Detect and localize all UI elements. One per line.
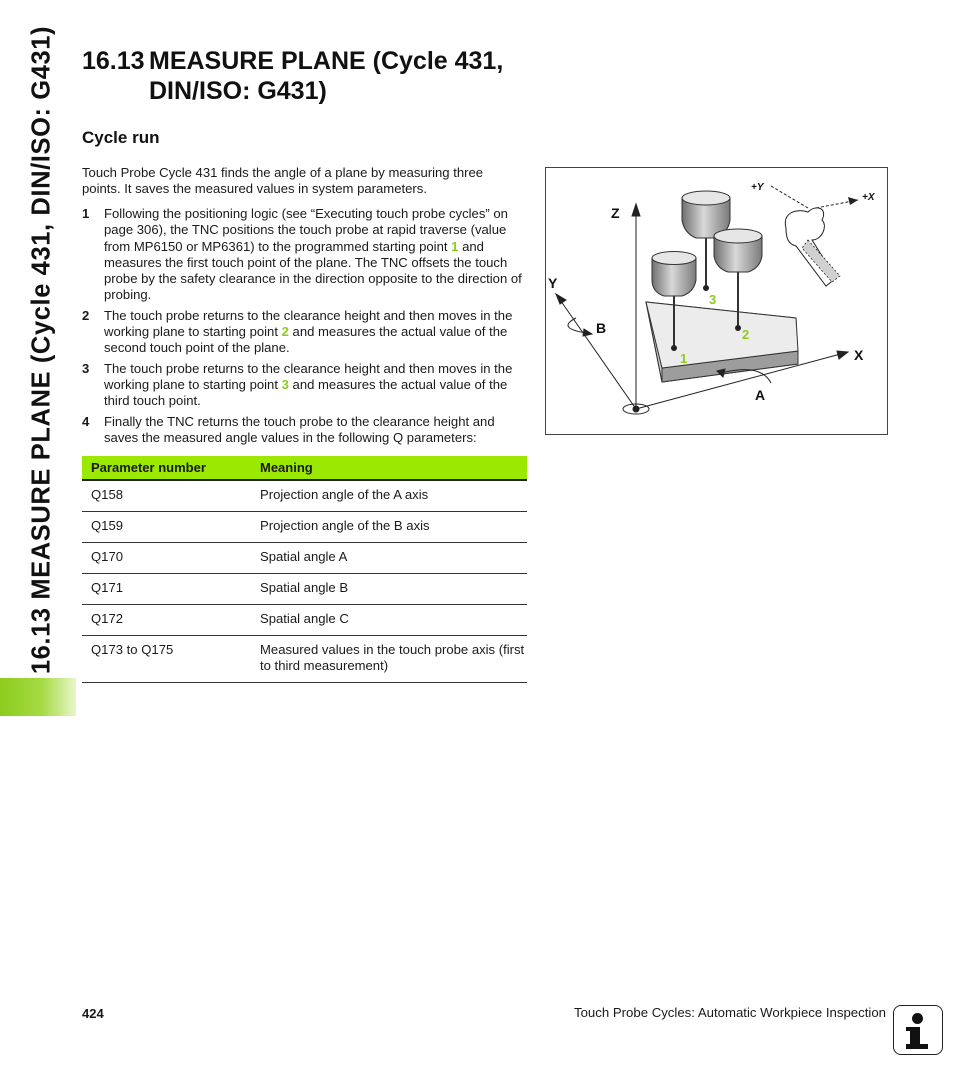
info-icon	[893, 1005, 943, 1055]
axis-label-x: X	[854, 347, 864, 363]
table-row	[82, 636, 527, 683]
step-number: 1	[82, 206, 90, 221]
parameter-cell: Q158	[82, 480, 251, 512]
right-hand-rule-icon	[771, 186, 858, 286]
step-text: Finally the TNC returns the touch probe to the clearance height and saves the measured angle values in the following Q parameters:	[104, 413, 495, 445]
axis-label-y: Y	[548, 275, 558, 291]
section-title-line1: MEASURE PLANE (Cycle 431,	[149, 47, 504, 75]
step-item	[82, 206, 524, 304]
table-row	[82, 574, 527, 605]
table-header-row	[82, 456, 527, 480]
step-text: and measures the actual value of the second touch point of the plane.	[104, 324, 508, 356]
page-number: 424	[82, 1006, 104, 1021]
step-text: The touch probe returns to the clearance height and then moves in the working plane to starting point	[104, 307, 513, 340]
touch-point-3: 3	[709, 292, 717, 307]
step-text: Following the positioning logic (see “Executing touch probe cycles” on page 306), the TNC positions the touch probe at rapid traverse (value from MP6150 or MP6361) to the programmed starting point	[104, 206, 508, 254]
axis-label-b: B	[596, 320, 607, 336]
section-number: 16.13	[82, 47, 145, 75]
direction-label-plus-y: +Y	[751, 182, 764, 193]
step-text: The touch probe returns to the clearance height and then moves in the working plane to starting point	[104, 360, 513, 392]
direction-label-plus-x: +X	[862, 192, 875, 203]
step-list	[82, 206, 524, 446]
table-row	[82, 512, 527, 543]
parameter-cell: Q173 to Q175	[82, 636, 251, 683]
info-icon-dot	[912, 1013, 923, 1024]
measure-plane-illustration	[545, 167, 888, 435]
step-text: and measures the actual value of the third touch point.	[104, 376, 508, 409]
footer-chapter-title: Touch Probe Cycles: Automatic Workpiece Inspection	[573, 1005, 886, 1020]
side-chapter-title-text: 16.13 MEASURE PLANE (Cycle 431, DIN/ISO: G431)	[27, 25, 56, 675]
touch-point-1: 1	[680, 351, 688, 366]
parameter-cell: Q159	[82, 512, 251, 543]
axis-label-a: A	[755, 387, 766, 403]
subsection-heading: Cycle run	[82, 128, 160, 147]
info-icon-foot	[906, 1044, 928, 1049]
meaning-cell: Spatial angle A	[251, 543, 527, 574]
parameter-cell: Q170	[82, 543, 251, 574]
step-text: and measures the first touch point of the plane. The TNC offsets the touch probe by the safety clearance in the direction opposite to the direction of probing.	[104, 238, 522, 303]
step-number: 2	[82, 307, 90, 323]
touch-point-2: 2	[742, 327, 750, 342]
table-row	[82, 543, 527, 574]
point-marker: 1	[451, 238, 459, 254]
table-header-meaning: Meaning	[251, 456, 527, 480]
intro-paragraph: Touch Probe Cycle 431 finds the angle of a plane by measuring three points. It saves the measured values in system parameters.	[82, 165, 484, 197]
meaning-cell: Spatial angle C	[251, 605, 527, 636]
step-number: 3	[82, 360, 90, 376]
measure-plane-svg	[546, 168, 887, 434]
parameter-cell: Q172	[82, 605, 251, 636]
table-row	[82, 480, 527, 512]
parameter-cell: Q171	[82, 574, 251, 605]
table-row	[82, 605, 527, 636]
side-chapter-title	[20, 20, 64, 680]
meaning-cell: Spatial angle B	[251, 574, 527, 605]
step-number: 4	[82, 413, 90, 429]
meaning-cell: Projection angle of the B axis	[251, 512, 527, 543]
q-parameter-table	[82, 456, 527, 683]
section-heading	[82, 46, 503, 106]
step-item	[82, 308, 524, 357]
meaning-cell: Projection angle of the A axis	[251, 480, 527, 512]
step-item	[82, 414, 524, 447]
meaning-cell: Measured values in the touch probe axis (first to third measurement)	[251, 636, 527, 683]
section-title-line2: DIN/ISO: G431)	[149, 77, 327, 105]
point-marker: 3	[281, 376, 289, 392]
side-accent-bar	[0, 678, 76, 716]
table-header-parameter: Parameter number	[82, 456, 251, 480]
step-item	[82, 361, 524, 410]
axis-label-z: Z	[611, 205, 620, 221]
point-marker: 2	[281, 324, 289, 340]
